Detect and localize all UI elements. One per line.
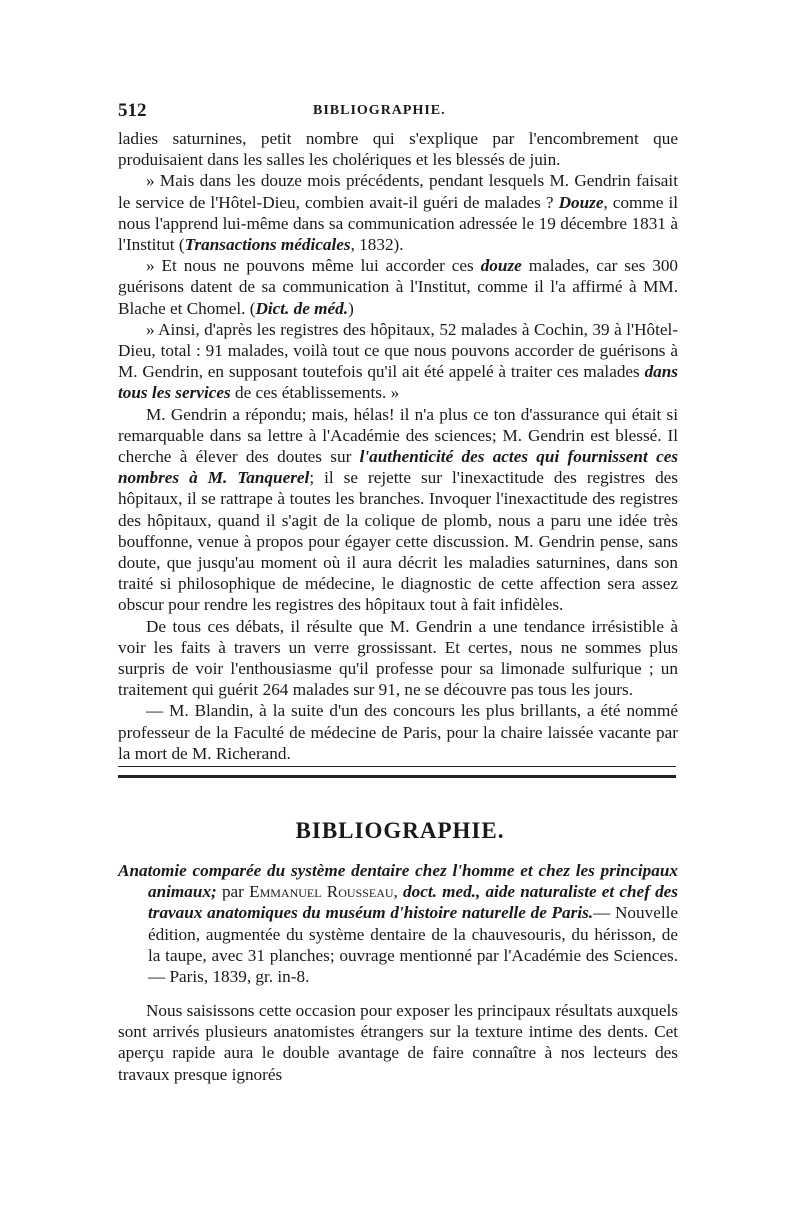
paragraph-5: M. Gendrin a répondu; mais, hélas! il n'a plus ce ton d'assurance qui était si remarquable dans sa lettre à l'Académie des sciences; M. Gendrin est blessé. Il cherche à élever des doutes sur l'authenticité des actes qui fournissent ces nombres à M. Tanquerel; il se rejette sur l'inexactitude des registres des hôpitaux, il se rattrape à toutes les branches. Invoquer l'inexactitude des registres des hôpitaux, quand il s'agit de la colique de plomb, nous a paru une idée très bouffonne, venue à propos pour égayer cette discussion. M. Gendrin pense, sans doute, que jusqu'au moment où il aura décrit les maladies saturnines, dans son traité si philosophique de médecine, le diagnostic de cette affection sera assez obscur pour rendre les registres des hôpitaux tout à fait infidèles.: [118, 404, 679, 615]
page-number: 512: [118, 100, 147, 121]
paragraph-6: De tous ces débats, il résulte que M. Gendrin a une tendance irrésistible à voir les faits à travers un verre grossissant. Et certes, nous ne sommes plus surpris de voir l'enthousiasme qu'il professe pour sa limonade sulfurique ; un traitement qui guérit 264 malades sur 91, ne se découvre pas tous les jours.: [118, 616, 678, 700]
paragraph-3: » Et nous ne pouvons même lui accorder ces douze malades, car ses 300 guérisons datent de sa communication à l'Institut, comme il l'a affirmé à MM. Blache et Chomel. (Dict. de méd.): [118, 256, 679, 318]
running-title: BIBLIOGRAPHIE.: [313, 103, 446, 118]
emphasis-authenticite: l'authenticité des actes qui fournissent ces nombres à M. Tanquerel: [118, 447, 679, 488]
citation-title: Anatomie comparée du système dentaire chez l'homme et chez les principaux animaux;: [118, 861, 678, 902]
citation-author: Emmanuel Rousseau,: [249, 882, 398, 902]
bibliographic-citation: Anatomie comparée du système dentaire chez l'homme et chez les principaux animaux; par Emmanuel Rousseau, doct. med., aide naturaliste et chef des travaux anatomiques du muséum d'histoire naturelle de Paris.— Nouvelle édition, augmentée du système dentaire de la chauvesouris, du hérisson, de la taupe, avec 31 planches; ouvrage mentionné par l'Académie des Sciences. — Paris, 1839, gr. in-8.: [118, 861, 678, 987]
paragraph-7: — M. Blandin, à la suite d'un des concours les plus brillants, a été nommé professeur de la Faculté de médecine de Paris, pour la chaire laissée vacante par la mort de M. Richerand.: [118, 701, 678, 763]
emphasis-transactions: Transactions médicales: [184, 235, 351, 255]
section-heading: BIBLIOGRAPHIE.: [295, 818, 505, 843]
running-head: [118, 100, 678, 124]
paragraph-2: » Mais dans les douze mois précédents, pendant lesquels M. Gendrin faisait le service de l'Hôtel-Dieu, combien avait-il guéri de malades ? Douze, comme il nous l'apprend lui-même dans sa communication adressée le 19 décembre 1831 à l'Institut (Transactions médicales, 1832).: [118, 171, 678, 255]
paragraph-1: ladies saturnines, petit nombre qui s'explique par l'encombrement que produisaient dans les salles les cholériques et les blessés de juin.: [118, 129, 678, 170]
citation-role: doct. med., aide naturaliste et chef des travaux anatomiques du muséum d'histoire naturelle de Paris.: [148, 882, 678, 923]
article-body: [118, 128, 678, 764]
emphasis-douze: Douze: [558, 192, 604, 212]
emphasis-dict: Dict. de méd.: [255, 298, 349, 318]
emphasis-douze-2: douze: [480, 256, 522, 276]
review-paragraph: Nous saisissons cette occasion pour exposer les principaux résultats auxquels sont arrivés plusieurs anatomistes étrangers sur la texture intime des dents. Cet aperçu rapide aura le double avantage de faire connaître à nos lecteurs des travaux presque ignorés: [118, 1001, 678, 1084]
citation-details: — Nouvelle édition, augmentée du système dentaire de la chauvesouris, du hérisson, de la taupe, avec 31 planches; ouvrage mentionné par l'Académie des Sciences. — Paris, 1839, gr. in-8.: [148, 903, 678, 987]
section-separator-rule: [118, 766, 676, 778]
emphasis-services: dans tous les services: [118, 362, 678, 403]
paragraph-4: » Ainsi, d'après les registres des hôpitaux, 52 malades à Cochin, 39 à l'Hôtel-Dieu, total : 91 malades, voilà tout ce que nous pouvons accorder de guérisons à M. Gendrin, en supposant toutefois qu'il ait été appelé à traiter ces malades dans tous les services de ces établissements. »: [118, 319, 678, 403]
